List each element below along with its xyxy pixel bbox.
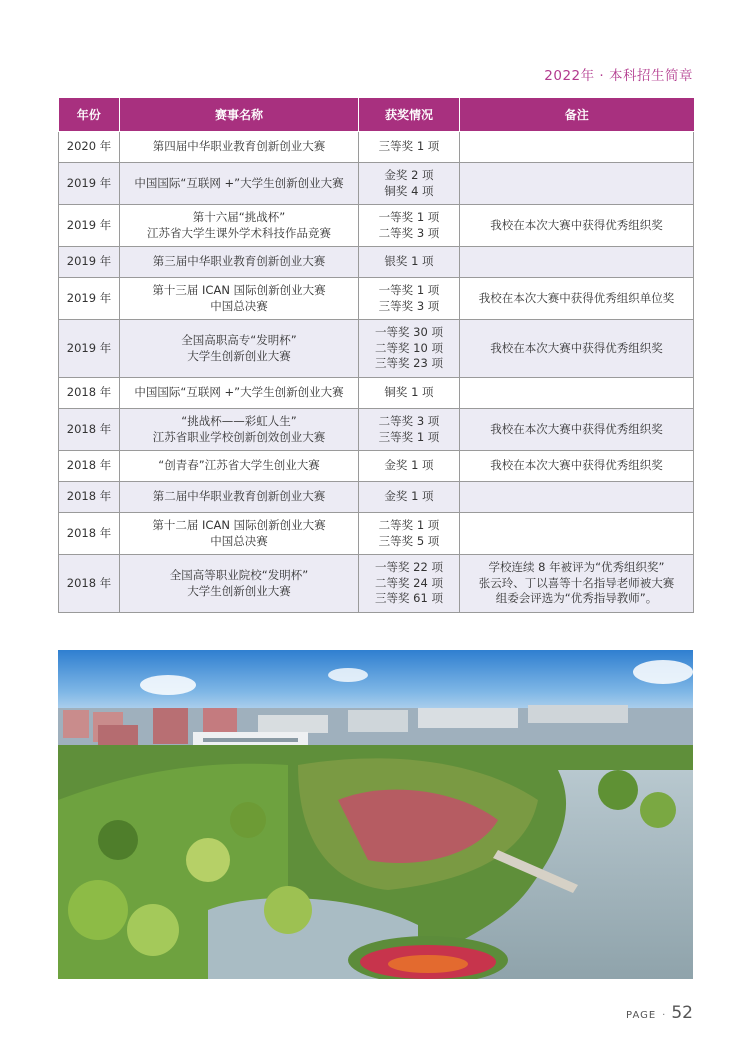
cell-award bbox=[359, 482, 460, 513]
cell-competition-line: 大学生创新创业大赛 bbox=[187, 348, 291, 363]
cell-award-line: 一等奖 22 项 bbox=[375, 560, 443, 575]
awards-table-body bbox=[59, 132, 694, 613]
cell-competition-line: 江苏省大学生课外学术科技作品竞赛 bbox=[147, 225, 331, 240]
cell-award bbox=[359, 247, 460, 278]
cell-year: 2018 年 bbox=[59, 482, 120, 513]
column-header-note: 备注 bbox=[460, 98, 694, 132]
page-separator: · bbox=[662, 1010, 666, 1021]
cell-competition-line: 第十二届 ICAN 国际创新创业大赛 bbox=[152, 518, 326, 532]
cell-competition-line: 第十六届“挑战杯” bbox=[192, 210, 286, 224]
column-header-competition: 赛事名称 bbox=[120, 98, 359, 132]
cell-competition-line: 大学生创新创业大赛 bbox=[187, 583, 291, 598]
cell-competition bbox=[120, 409, 359, 451]
cell-award-line: 金奖 1 项 bbox=[384, 458, 434, 473]
cell-competition bbox=[120, 320, 359, 378]
table-row bbox=[59, 278, 694, 320]
cell-competition bbox=[120, 555, 359, 613]
cell-note-line: 组委会评选为“优秀指导教师”。 bbox=[495, 591, 658, 606]
cell-award bbox=[359, 409, 460, 451]
cell-award bbox=[359, 205, 460, 247]
cell-competition-line: 江苏省职业学校创新创效创业大赛 bbox=[152, 429, 326, 444]
cell-competition-line: 第二届中华职业教育创新创业大赛 bbox=[152, 489, 326, 504]
cell-award bbox=[359, 451, 460, 482]
cell-note-line: 我校在本次大赛中获得优秀组织单位奖 bbox=[478, 290, 675, 305]
cell-year: 2019 年 bbox=[59, 247, 120, 278]
cell-competition-line: 中国国际“互联网 +”大学生创新创业大赛 bbox=[134, 385, 344, 400]
cell-year: 2018 年 bbox=[59, 513, 120, 555]
campus-aerial-illustration bbox=[58, 650, 693, 979]
cell-award-line: 金奖 2 项 bbox=[384, 168, 434, 182]
table-row bbox=[59, 320, 694, 378]
cell-note-line: 学校连续 8 年被评为“优秀组织奖” bbox=[488, 560, 665, 575]
cell-award bbox=[359, 132, 460, 163]
cell-note bbox=[460, 132, 694, 163]
cell-note bbox=[460, 513, 694, 555]
table-row bbox=[59, 555, 694, 613]
cell-competition bbox=[120, 513, 359, 555]
cell-note bbox=[460, 205, 694, 247]
cell-competition-line: 第四届中华职业教育创新创业大赛 bbox=[152, 139, 326, 154]
table-header-row bbox=[59, 98, 694, 132]
cell-competition-line: 中国总决赛 bbox=[210, 298, 268, 313]
cell-year: 2018 年 bbox=[59, 451, 120, 482]
page-number: 52 bbox=[671, 1003, 693, 1023]
cell-competition bbox=[120, 278, 359, 320]
page-footer bbox=[626, 1003, 693, 1023]
cell-year: 2019 年 bbox=[59, 278, 120, 320]
cell-year: 2019 年 bbox=[59, 320, 120, 378]
cell-award-line: 一等奖 1 项 bbox=[378, 210, 440, 224]
cell-award bbox=[359, 555, 460, 613]
table-row bbox=[59, 482, 694, 513]
cell-note-line: 我校在本次大赛中获得优秀组织奖 bbox=[490, 340, 663, 355]
cell-award-line: 一等奖 30 项 bbox=[375, 325, 443, 340]
cell-competition bbox=[120, 132, 359, 163]
cell-note bbox=[460, 555, 694, 613]
campus-aerial-photo bbox=[58, 650, 693, 979]
cell-award-line: 二等奖 3 项 bbox=[378, 414, 440, 428]
table-row bbox=[59, 513, 694, 555]
column-header-year: 年份 bbox=[59, 98, 120, 132]
cell-competition bbox=[120, 163, 359, 205]
cell-award-line: 铜奖 1 项 bbox=[384, 385, 434, 400]
table-row bbox=[59, 132, 694, 163]
table-row bbox=[59, 163, 694, 205]
cell-award-line: 三等奖 3 项 bbox=[378, 298, 440, 313]
cell-note bbox=[460, 482, 694, 513]
cell-year: 2019 年 bbox=[59, 205, 120, 247]
cell-note-line: 张云玲、丁以喜等十名指导老师被大赛 bbox=[478, 575, 675, 590]
cell-award-line: 三等奖 1 项 bbox=[378, 139, 440, 154]
cell-note bbox=[460, 163, 694, 205]
cell-award bbox=[359, 163, 460, 205]
cell-year: 2018 年 bbox=[59, 378, 120, 409]
cell-award-line: 三等奖 61 项 bbox=[375, 591, 443, 606]
cell-award-line: 二等奖 10 项 bbox=[375, 340, 443, 355]
cell-award-line: 银奖 1 项 bbox=[384, 254, 434, 269]
cell-award bbox=[359, 278, 460, 320]
cell-competition bbox=[120, 247, 359, 278]
awards-table bbox=[58, 98, 694, 613]
cell-note bbox=[460, 378, 694, 409]
cell-competition bbox=[120, 451, 359, 482]
cell-competition-line: 全国高等职业院校“发明杯” bbox=[169, 568, 309, 582]
cell-competition-line: “挑战杯——彩虹人生” bbox=[181, 414, 297, 428]
cell-year: 2018 年 bbox=[59, 555, 120, 613]
cell-note bbox=[460, 320, 694, 378]
cell-award-line: 铜奖 4 项 bbox=[384, 183, 434, 198]
cell-note bbox=[460, 409, 694, 451]
cell-award-line: 金奖 1 项 bbox=[384, 489, 434, 504]
table-row bbox=[59, 247, 694, 278]
page-label: PAGE bbox=[626, 1010, 657, 1021]
cell-award-line: 二等奖 1 项 bbox=[378, 518, 440, 532]
column-header-award: 获奖情况 bbox=[359, 98, 460, 132]
cell-year: 2019 年 bbox=[59, 163, 120, 205]
cell-award-line: 二等奖 24 项 bbox=[375, 575, 443, 590]
cell-competition bbox=[120, 482, 359, 513]
cell-competition bbox=[120, 205, 359, 247]
cell-note bbox=[460, 247, 694, 278]
table-row bbox=[59, 409, 694, 451]
cell-award-line: 三等奖 1 项 bbox=[378, 429, 440, 444]
cell-note bbox=[460, 278, 694, 320]
cell-year: 2020 年 bbox=[59, 132, 120, 163]
cell-award bbox=[359, 378, 460, 409]
cell-award-line: 一等奖 1 项 bbox=[378, 283, 440, 297]
cell-award bbox=[359, 513, 460, 555]
cell-competition-line: 中国国际“互联网 +”大学生创新创业大赛 bbox=[134, 175, 344, 190]
cell-award-line: 二等奖 3 项 bbox=[378, 225, 440, 240]
cell-competition-line: 全国高职高专“发明杯” bbox=[181, 333, 297, 347]
cell-note bbox=[460, 451, 694, 482]
table-row bbox=[59, 451, 694, 482]
cell-award-line: 三等奖 23 项 bbox=[375, 356, 443, 371]
cell-award bbox=[359, 320, 460, 378]
cell-note-line: 我校在本次大赛中获得优秀组织奖 bbox=[490, 421, 663, 436]
cell-competition-line: “创青春”江苏省大学生创业大赛 bbox=[158, 458, 320, 473]
brochure-title: 2022年 · 本科招生简章 bbox=[544, 68, 693, 84]
table-row bbox=[59, 378, 694, 409]
cell-award-line: 三等奖 5 项 bbox=[378, 533, 440, 548]
cell-competition-line: 第三届中华职业教育创新创业大赛 bbox=[152, 254, 326, 269]
cell-competition bbox=[120, 378, 359, 409]
cell-competition-line: 中国总决赛 bbox=[210, 533, 268, 548]
cell-competition-line: 第十三届 ICAN 国际创新创业大赛 bbox=[152, 283, 326, 297]
cell-note-line: 我校在本次大赛中获得优秀组织奖 bbox=[490, 217, 663, 232]
cell-note-line: 我校在本次大赛中获得优秀组织奖 bbox=[490, 458, 663, 473]
table-row bbox=[59, 205, 694, 247]
cell-year: 2018 年 bbox=[59, 409, 120, 451]
